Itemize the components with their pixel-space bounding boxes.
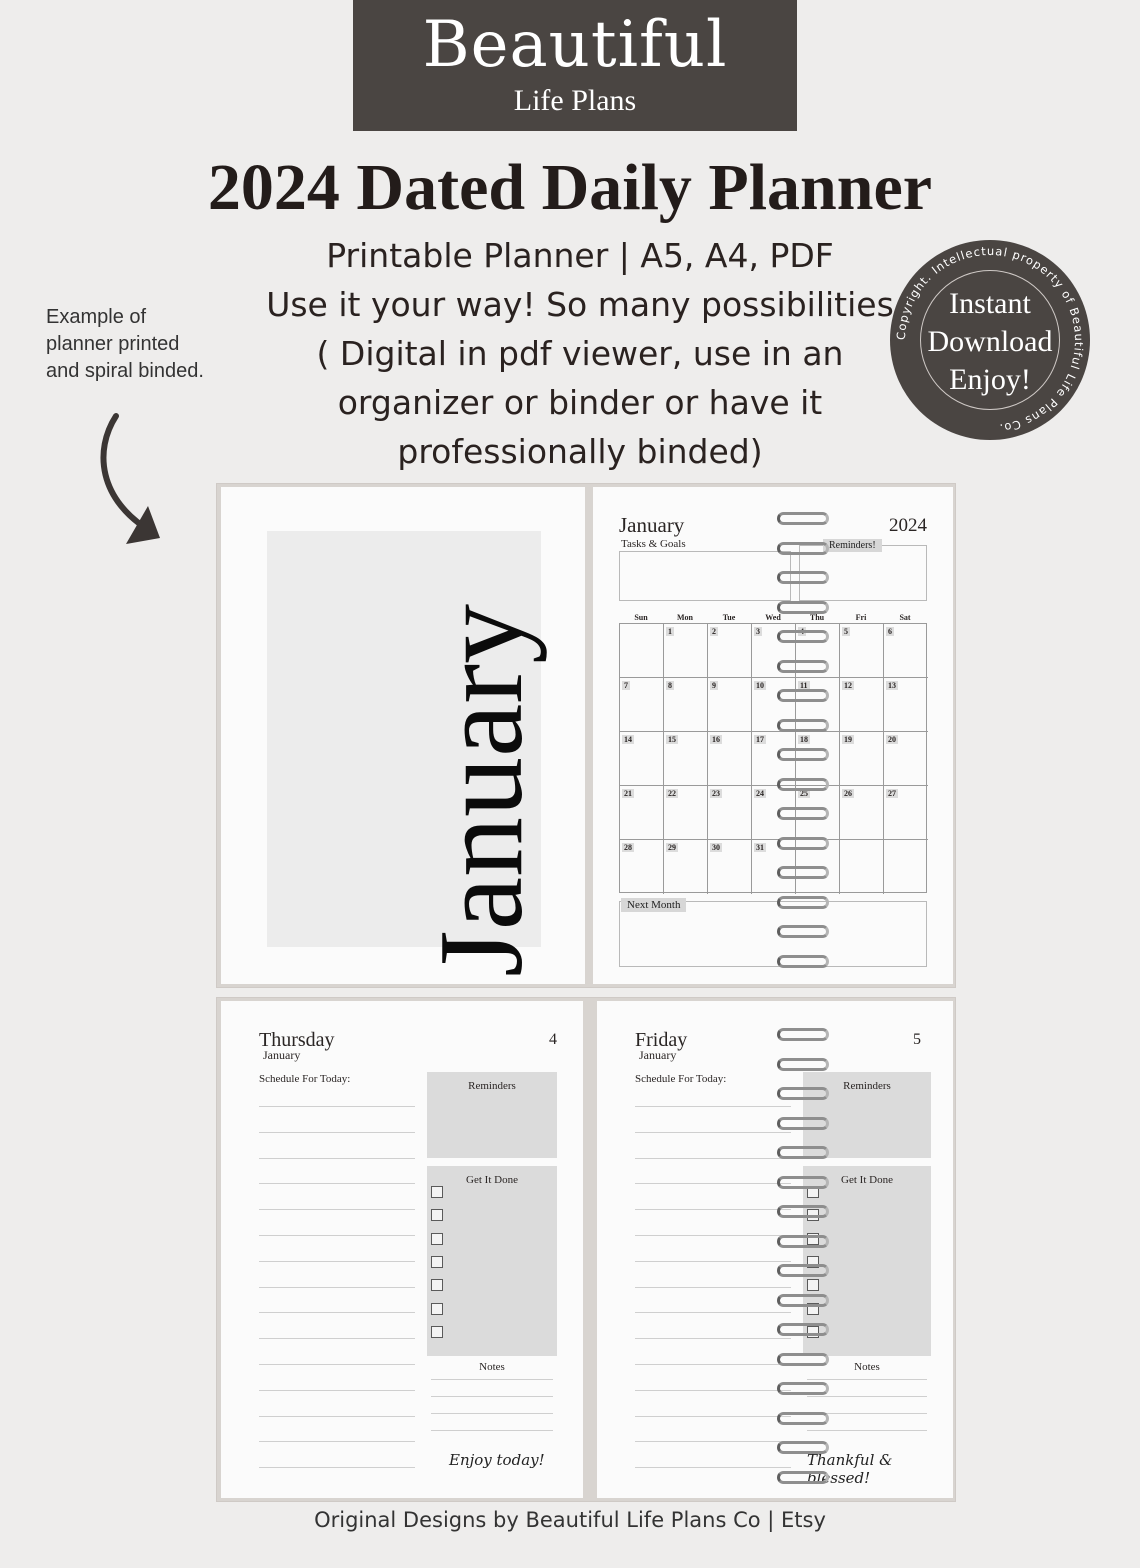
calendar-day-number: 22 (668, 789, 676, 798)
schedule-line (635, 1183, 791, 1184)
spiral-ring (777, 1471, 829, 1484)
calendar-day-number: 14 (624, 735, 632, 744)
calendar-day-number: 15 (668, 735, 676, 744)
calendar-day-cell (884, 840, 928, 894)
schedule-line (635, 1364, 791, 1365)
monthly-spread (216, 483, 956, 988)
weekday-header: Mon (677, 613, 693, 622)
calendar-day-number: 27 (888, 789, 896, 798)
calendar-day-cell (884, 786, 928, 840)
spiral-ring (777, 1087, 829, 1100)
day-date: 4 (549, 1031, 557, 1048)
calendar-day-cell (664, 732, 708, 786)
notes-line (431, 1379, 553, 1380)
weekday-header: Thu (809, 613, 825, 622)
daily-page-thursday (221, 1001, 583, 1498)
calendar-day-number: 31 (756, 843, 764, 852)
description-line: ( Digital in pdf viewer, use in an (316, 334, 844, 373)
daily-page-friday (597, 1001, 953, 1498)
spiral-ring (777, 1146, 829, 1159)
schedule-line (635, 1132, 791, 1133)
calendar-day-cell (884, 678, 928, 732)
spiral-ring (777, 1441, 829, 1454)
badge-ring-label: Copyright. Intellectual property of Beautiful Life Plans Co. (893, 243, 1087, 436)
schedule-line (259, 1106, 415, 1107)
schedule-line (635, 1261, 791, 1262)
spiral-ring (777, 955, 829, 968)
closing-script: Thankful & blessed! (807, 1451, 893, 1487)
calendar-day-number: 24 (756, 789, 764, 798)
calendar-day-cell (664, 678, 708, 732)
notes-line (431, 1396, 553, 1397)
schedule-line (259, 1467, 415, 1468)
month-calendar-page (593, 487, 953, 984)
schedule-line (635, 1287, 791, 1288)
calendar-day-number: 20 (888, 735, 896, 744)
calendar-day-number: 11 (800, 681, 808, 690)
calendar-day-number: 19 (844, 735, 852, 744)
calendar-day-number: 5 (844, 627, 848, 636)
spiral-ring (777, 1235, 829, 1248)
schedule-line (259, 1158, 415, 1159)
spiral-ring (777, 1412, 829, 1425)
schedule-line (259, 1312, 415, 1313)
calendar-day-number: 23 (712, 789, 720, 798)
calendar-day-cell (620, 786, 664, 840)
schedule-line (635, 1312, 791, 1313)
checkbox-icon (431, 1256, 443, 1268)
calendar-day-cell (620, 840, 664, 894)
example-note-line: and spiral binded. (46, 360, 204, 382)
calendar-day-cell (708, 678, 752, 732)
schedule-line (635, 1390, 791, 1391)
schedule-label: Schedule For Today: (635, 1073, 727, 1085)
calendar-day-cell (884, 624, 928, 678)
checkbox-icon (431, 1303, 443, 1315)
calendar-day-number: 4 (800, 627, 804, 636)
schedule-line (635, 1416, 791, 1417)
day-name: Thursday (259, 1029, 335, 1051)
calendar-day-number: 2 (712, 627, 716, 636)
weekday-header: Wed (765, 613, 781, 622)
calendar-day-number: 16 (712, 735, 720, 744)
calendar-day-number: 9 (712, 681, 716, 690)
spiral-ring (777, 748, 829, 761)
spiral-ring (777, 1323, 829, 1336)
schedule-line (259, 1287, 415, 1288)
tasks-label: Tasks & Goals (621, 538, 686, 550)
calendar-day-number: 28 (624, 843, 632, 852)
calendar-day-cell (840, 786, 884, 840)
spiral-ring (777, 1205, 829, 1218)
spiral-ring (777, 719, 829, 732)
calendar-day-number: 30 (712, 843, 720, 852)
curved-arrow-icon (92, 410, 172, 560)
get-it-done-box (427, 1166, 557, 1356)
day-date: 5 (913, 1031, 921, 1048)
day-name: Friday (635, 1029, 688, 1051)
big-month-label: January (414, 603, 547, 977)
spiral-ring (777, 807, 829, 820)
calendar-month: January (619, 513, 685, 537)
schedule-line (635, 1158, 791, 1159)
calendar-day-cell (664, 786, 708, 840)
example-note-line: planner printed (46, 333, 180, 355)
spiral-ring (777, 1176, 829, 1189)
spiral-ring (777, 601, 829, 614)
next-month-tag: Next Month (621, 898, 686, 912)
calendar-day-cell (840, 624, 884, 678)
calendar-day-cell (708, 840, 752, 894)
calendar-day-cell (708, 624, 752, 678)
spiral-ring (777, 837, 829, 850)
spiral-ring (777, 778, 829, 791)
spiral-ring (777, 1264, 829, 1277)
badge-line: Instant (949, 287, 1031, 320)
checkbox-icon (431, 1326, 443, 1338)
brand-tagline: Life Plans (513, 84, 637, 117)
footer-credit: Original Designs by Beautiful Life Plans Co | Etsy (314, 1508, 826, 1532)
schedule-line (635, 1106, 791, 1107)
get-it-done-label: Get It Done (466, 1174, 518, 1186)
tasks-box (619, 551, 791, 601)
badge-line: Download (927, 325, 1053, 358)
description-line: professionally binded) (397, 432, 763, 471)
spiral-ring (777, 1382, 829, 1395)
spiral-ring (777, 1058, 829, 1071)
calendar-grid (619, 623, 927, 893)
schedule-label: Schedule For Today: (259, 1073, 351, 1085)
calendar-day-number: 1 (668, 627, 672, 636)
weekday-header: Fri (855, 613, 867, 622)
notes-label: Notes (479, 1361, 505, 1373)
spiral-ring (777, 925, 829, 938)
schedule-line (635, 1209, 791, 1210)
calendar-day-cell (840, 678, 884, 732)
calendar-day-cell (708, 732, 752, 786)
notes-line (431, 1413, 553, 1414)
calendar-day-number: 26 (844, 789, 852, 798)
reminders-tag: Reminders! (823, 539, 882, 552)
spiral-ring (777, 660, 829, 673)
calendar-day-number: 17 (756, 735, 764, 744)
schedule-line (259, 1261, 415, 1262)
example-note-line: Example of (46, 306, 147, 328)
checkbox-icon (431, 1233, 443, 1245)
calendar-day-cell (664, 624, 708, 678)
get-it-done-label: Get It Done (841, 1174, 893, 1186)
notes-line (807, 1396, 927, 1397)
calendar-day-cell (884, 732, 928, 786)
schedule-line (259, 1338, 415, 1339)
notes-line (807, 1430, 927, 1431)
spiral-ring (777, 866, 829, 879)
notes-label: Notes (854, 1361, 880, 1373)
day-month: January (263, 1048, 301, 1062)
weekday-header: Tue (722, 613, 736, 622)
calendar-day-number: 29 (668, 843, 676, 852)
calendar-day-cell (620, 732, 664, 786)
badge-line: Enjoy! (949, 363, 1031, 396)
spiral-ring (777, 630, 829, 643)
schedule-line (259, 1364, 415, 1365)
calendar-day-number: 13 (888, 681, 896, 690)
spiral-ring (777, 1353, 829, 1366)
notes-line (807, 1379, 927, 1380)
checkbox-icon (807, 1279, 819, 1291)
schedule-line (259, 1183, 415, 1184)
reminders-box (427, 1072, 557, 1158)
calendar-day-number: 8 (668, 681, 672, 690)
example-note (46, 304, 204, 385)
calendar-day-number: 3 (756, 627, 760, 636)
spiral-ring (777, 512, 829, 525)
calendar-day-cell (708, 786, 752, 840)
calendar-day-number: 18 (800, 735, 808, 744)
page-title: 2024 Dated Daily Planner (207, 151, 933, 224)
schedule-line (259, 1441, 415, 1442)
closing-script: Enjoy today! (449, 1451, 545, 1469)
description-line: organizer or binder or have it (337, 383, 823, 422)
spiral-ring (777, 689, 829, 702)
month-cover-page (221, 487, 585, 984)
spiral-ring (777, 1117, 829, 1130)
weekday-header: Sun (634, 613, 648, 622)
brand-name: Beautiful (422, 8, 728, 82)
schedule-line (635, 1338, 791, 1339)
spiral-ring (777, 1294, 829, 1307)
spiral-ring (777, 896, 829, 909)
description-line: Printable Planner | A5, A4, PDF (326, 236, 834, 275)
schedule-line (259, 1235, 415, 1236)
checkbox-icon (431, 1186, 443, 1198)
calendar-day-cell (840, 732, 884, 786)
schedule-line (635, 1467, 791, 1468)
calendar-day-number: 12 (844, 681, 852, 690)
checkbox-icon (431, 1209, 443, 1221)
calendar-day-cell (840, 840, 884, 894)
calendar-day-number: 7 (624, 681, 628, 690)
calendar-day-cell (620, 624, 664, 678)
calendar-day-number: 6 (888, 627, 892, 636)
reminders-label: Reminders (843, 1080, 891, 1092)
calendar-day-number: 21 (624, 789, 632, 798)
schedule-line (635, 1441, 791, 1442)
reminders-label: Reminders (468, 1080, 516, 1092)
calendar-day-number: 10 (756, 681, 764, 690)
weekday-header: Sat (899, 613, 911, 622)
daily-spread (216, 997, 956, 1502)
description-line: Use it your way! So many possibilities (266, 285, 894, 324)
checkbox-icon (431, 1279, 443, 1291)
calendar-year: 2024 (889, 515, 927, 536)
product-description (250, 231, 910, 476)
badge-text (890, 285, 1090, 399)
schedule-line (259, 1416, 415, 1417)
instant-download-badge (890, 240, 1090, 440)
spiral-ring (777, 1028, 829, 1041)
schedule-line (259, 1390, 415, 1391)
schedule-line (259, 1132, 415, 1133)
calendar-day-cell (620, 678, 664, 732)
spiral-ring (777, 571, 829, 584)
day-month: January (639, 1048, 677, 1062)
brand-logo (353, 0, 797, 131)
calendar-day-number: 25 (800, 789, 808, 798)
schedule-line (635, 1235, 791, 1236)
notes-line (431, 1430, 553, 1431)
schedule-line (259, 1209, 415, 1210)
spiral-ring (777, 542, 829, 555)
calendar-day-cell (664, 840, 708, 894)
